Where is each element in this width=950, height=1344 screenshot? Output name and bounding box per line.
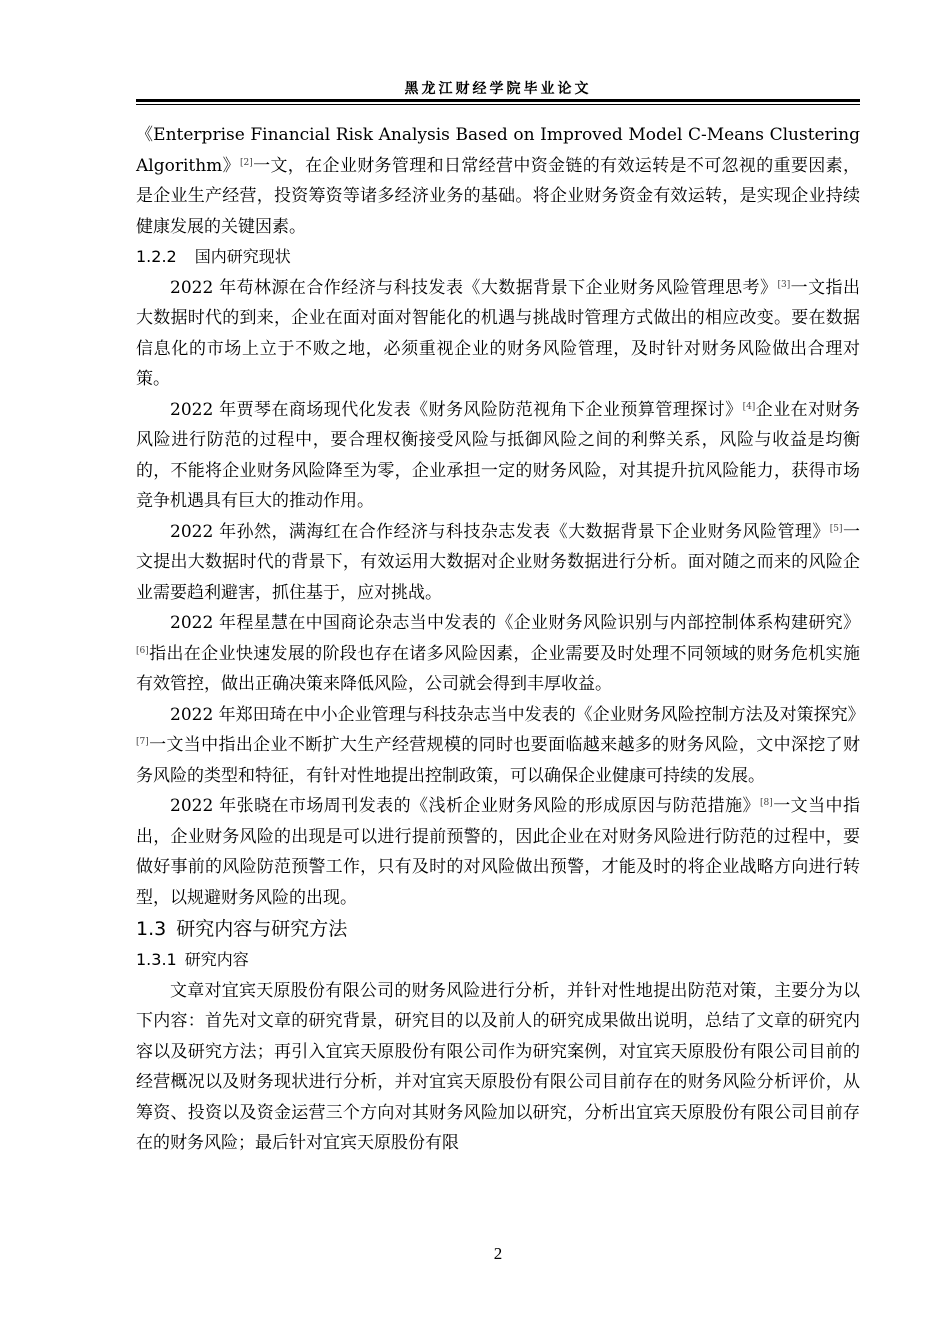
section-title: 国内研究现状: [194, 247, 291, 266]
paragraph: [136, 395, 860, 517]
section-title: 研究内容: [184, 950, 249, 969]
page-number: 2: [493, 1244, 503, 1263]
paragraph-text: 《Enterprise Financial Risk Analysis Based on Improved Model C-Means Clustering Algorithm》: [136, 125, 860, 176]
header-rule-thin: [136, 104, 860, 105]
paragraph: [136, 608, 860, 700]
header-rule-thick: [136, 99, 860, 102]
paragraph-text: 2022 年苟林源在合作经济与科技发表《大数据背景下企业财务风险管理思考》: [170, 277, 778, 298]
section-number: 1.3: [136, 918, 167, 940]
citation: [4]: [742, 401, 756, 412]
paragraph: [136, 273, 860, 395]
section-heading-1-3: [136, 913, 860, 945]
section-heading-1-3-1: [136, 945, 860, 976]
paragraph-text: 2022 年孙然，满海红在合作经济与科技杂志发表《大数据背景下企业财务风险管理》: [170, 521, 830, 542]
paragraph: [136, 976, 860, 1159]
section-number: 1.2.2: [136, 247, 177, 266]
paragraph-text: 2022 年程星慧在中国商论杂志当中发表的《企业财务风险识别与内部控制体系构建研究》: [170, 613, 860, 633]
citation: [3]: [777, 279, 791, 290]
section-heading-1-2-2: [136, 242, 860, 273]
paragraph: [136, 791, 860, 913]
paragraph: [136, 120, 860, 242]
paragraph: [136, 700, 865, 792]
paragraph-text: 企业在对财务风险进行防范的过程中，要合理权衡接受风险与抵御风险之间的利弊关系，风险与收益是均衡的，不能将企业财务风险降至为零，企业承担一定的财务风险，对其提升抗风险能力，获得市场竞争机遇具有巨大的推动作用。: [136, 399, 861, 511]
page-body: [136, 120, 865, 1159]
paragraph-text: 一文指出大数据时代的到来，企业在面对面对智能化的机遇与挑战时管理方式做出的相应改变。要在数据信息化的市场上立于不败之地，必须重视企业的财务风险管理，及时针对财务风险做出合理对策。: [136, 277, 860, 389]
paragraph-text: 文章对宜宾天原股份有限公司的财务风险进行分析，并针对性地提出防范对策，主要分为以下内容：首先对文章的研究背景，研究目的以及前人的研究成果做出说明，总结了文章的研究内容以及研究方法；再引入宜宾天原股份有限公司作为研究案例，对宜宾天原股份有限公司目前的经营概况以及财务现状进行分析，并对宜宾天原股份有限公司目前存在的财务风险分析评价，从筹资、投资以及资金运营三个方向对其财务风险加以研究，分析出宜宾天原股份有限公司目前存在的财务风险；最后针对宜宾天原股份有限: [136, 980, 860, 1153]
paragraph-text: 一文当中指出，企业财务风险的出现是可以进行提前预警的，因此企业在对财务风险进行防范的过程中，要做好事前的风险防范预警工作，只有及时的对风险做出预警，才能及时的将企业战略方向进行转型，以规避财务风险的出现。: [136, 796, 861, 908]
citation: [5]: [829, 523, 843, 534]
section-number: 1.3.1: [136, 950, 177, 969]
section-title: 研究内容与研究方法: [176, 918, 348, 940]
paragraph-text: 2022 年郑田琦在中小企业管理与科技杂志当中发表的《企业财务风险控制方法及对策探究》: [170, 704, 865, 725]
paragraph: [136, 517, 860, 609]
citation: [6]: [136, 645, 149, 656]
paragraph-text: 一文当中指出企业不断扩大生产经营规模的同时也要面临越来越多的财务风险，文中深挖了财务风险的类型和特征，有针对性地提出控制政策，可以确保企业健康可持续的发展。: [136, 735, 860, 786]
running-header: 黑龙江财经学院毕业论文: [404, 81, 592, 97]
citation: [8]: [760, 798, 773, 808]
paragraph-text: 2022 年贾琴在商场现代化发表《财务风险防范视角下企业预算管理探讨》: [170, 399, 743, 420]
citation: [7]: [136, 737, 149, 747]
paragraph-text: 2022 年张晓在市场周刊发表的《浅析企业财务风险的形成原因与防范措施》: [170, 796, 761, 816]
citation: [2]: [240, 157, 253, 168]
paragraph-text: 指出在企业快速发展的阶段也存在诸多风险因素，企业需要及时处理不同领域的财务危机实施有效管控，做出正确决策来降低风险，公司就会得到丰厚收益。: [136, 643, 860, 694]
paragraph-text: 一文提出大数据时代的背景下，有效运用大数据对企业财务数据进行分析。面对随之而来的风险企业需要趋利避害，抓住基于，应对挑战。: [136, 521, 860, 603]
paragraph-text: 一文，在企业财务管理和日常经营中资金链的有效运转是不可忽视的重要因素，是企业生产经营，投资筹资等诸多经济业务的基础。将企业财务资金有效运转，是实现企业持续健康发展的关键因素。: [136, 155, 861, 237]
